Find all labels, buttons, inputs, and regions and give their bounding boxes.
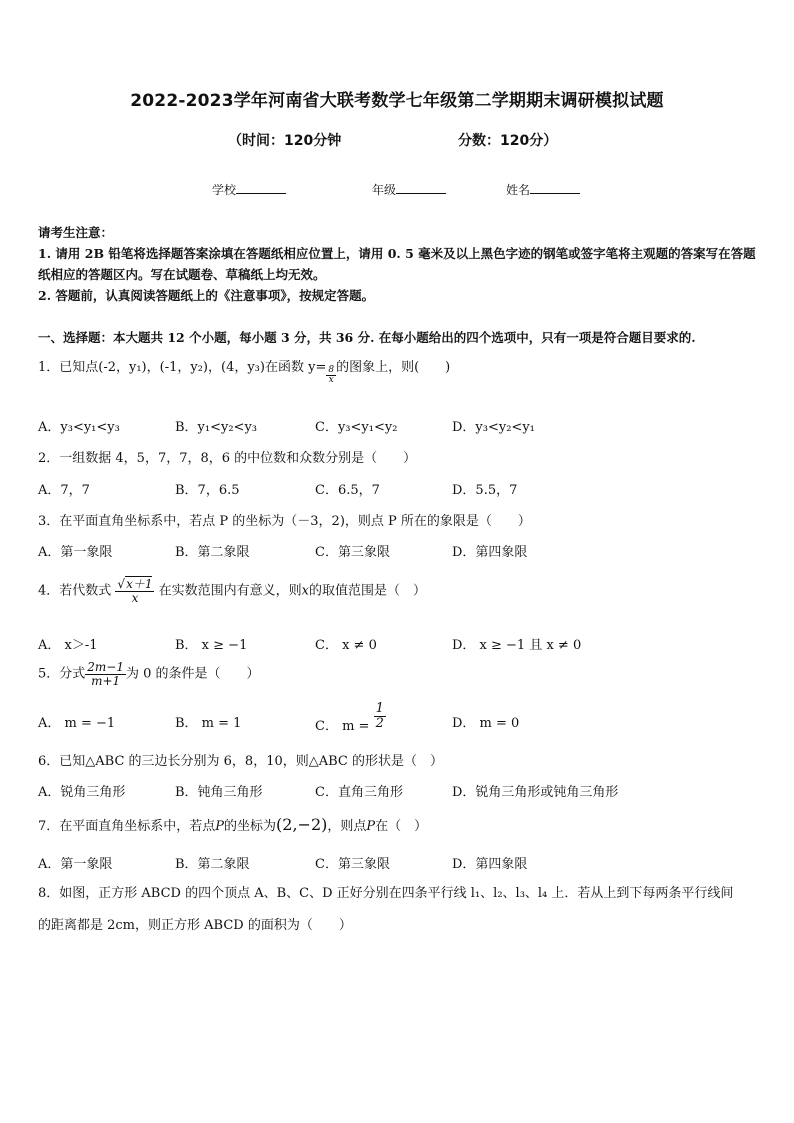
question-2-option-c[interactable]: C．6.5，7	[315, 483, 380, 498]
question-3-option-d[interactable]: D．第四象限	[452, 545, 528, 560]
question-7-option-d[interactable]: D．第四象限	[452, 857, 528, 872]
page-title: 2022-2023学年河南省大联考数学七年级第二学期期末调研模拟试题	[130, 91, 664, 111]
question-1-stem: 1．已知点(-2，y₁)，(-1，y₂)，(4，y₃)在函数 y= $\frac{8}{x}$ 的图象上，则( )	[38, 360, 451, 385]
section-heading: 一、选择题：本大题共 12 个小题，每小题 3 分，共 36 分. 在每小题给出的四个选项中，只有一项是符合题目要求的.	[38, 330, 696, 345]
question-1-option-c[interactable]: C．y₃<y₁<y₂	[315, 420, 398, 435]
question-4-option-b[interactable]: B． x ≥ −1	[175, 638, 248, 653]
question-1-option-a[interactable]: A．y₃<y₁<y₃	[38, 420, 120, 435]
question-8-line-2: 的距离都是 2cm，则正方形 ABCD 的面积为（ ）	[38, 918, 352, 933]
question-2-stem: 2．一组数据 4，5，7，7，8，6 的中位数和众数分别是（ ）	[38, 451, 417, 466]
grade-field: 年级	[372, 181, 446, 198]
question-4-stem: 4．若代数式 $\frac{√x+1}{x}$ 在实数范围内有意义，则x的取值范围是（ ）	[38, 577, 426, 605]
question-4-option-c[interactable]: C． x ≠ 0	[315, 638, 377, 653]
question-4-option-a[interactable]: A． x＞-1	[38, 638, 98, 653]
question-6-stem: 6．已知△ABC 的三边长分别为 6，8，10，则△ABC 的形状是（ ）	[38, 754, 444, 769]
exam-score: 分数：120分）	[458, 133, 558, 149]
question-8-line-1: 8．如图，正方形 ABCD 的四个顶点 A、B、C、D 正好分别在四条平行线 l₁、l₂、l₃、l₄ 上．若从上到下每两条平行线间	[38, 886, 734, 901]
question-7-option-a[interactable]: A．第一象限	[38, 857, 113, 872]
question-1-option-b[interactable]: B．y₁<y₂<y₃	[175, 420, 258, 435]
question-6-option-d[interactable]: D．锐角三角形或钝角三角形	[452, 785, 619, 800]
exam-time: （时间：120分钟	[228, 133, 342, 149]
question-7-option-b[interactable]: B．第二象限	[175, 857, 250, 872]
question-7-option-c[interactable]: C．第三象限	[315, 857, 390, 872]
notice-item-2: 2. 答题前，认真阅读答题纸上的《注意事项》，按规定答题。	[38, 288, 375, 303]
question-5-option-c[interactable]: C． m = $\frac{1}{2}$	[315, 701, 384, 734]
question-6-option-c[interactable]: C．直角三角形	[315, 785, 403, 800]
name-field: 姓名	[506, 181, 580, 198]
question-5-option-d[interactable]: D． m = 0	[452, 716, 520, 731]
school-field: 学校	[212, 181, 286, 198]
question-6-option-b[interactable]: B．钝角三角形	[175, 785, 263, 800]
question-5-option-a[interactable]: A． m = −1	[38, 716, 116, 731]
question-5-option-b[interactable]: B． m = 1	[175, 716, 242, 731]
notice-item-1: 1. 请用 2B 铅笔将选择题答案涂填在答题纸相应位置上，请用 0. 5 毫米及以上黑色字迹的钢笔或签字笔将主观题的答案写在答题纸相应的答题区内。写在试题卷、草稿纸上均无效。	[38, 246, 756, 282]
question-8-stem	[38, 878, 762, 942]
question-7-stem: 7．在平面直角坐标系中，若点P的坐标为(2,−2)，则点P在（ ）	[38, 815, 428, 834]
question-2-option-a[interactable]: A．7，7	[38, 483, 90, 498]
question-6-option-a[interactable]: A．锐角三角形	[38, 785, 126, 800]
notice-heading: 请考生注意：	[38, 225, 114, 240]
question-3-option-a[interactable]: A．第一象限	[38, 545, 113, 560]
question-3-option-b[interactable]: B．第二象限	[175, 545, 250, 560]
question-5-stem: 5．分式 $\frac{2m-1}{m+1}$ 为 0 的条件是（ ）	[38, 660, 260, 688]
notice-block	[38, 222, 758, 306]
student-info-row	[0, 181, 794, 201]
question-3-option-c[interactable]: C．第三象限	[315, 545, 390, 560]
question-1-option-d[interactable]: D．y₃<y₂<y₁	[452, 420, 535, 435]
question-2-option-d[interactable]: D．5.5，7	[452, 483, 518, 498]
question-3-stem: 3．在平面直角坐标系中，若点 P 的坐标为（－3，2)，则点 P 所在的象限是（ ）	[38, 514, 531, 529]
question-4-option-d[interactable]: D． x ≥ −1 且 x ≠ 0	[452, 638, 582, 653]
question-2-option-b[interactable]: B．7，6.5	[175, 483, 240, 498]
